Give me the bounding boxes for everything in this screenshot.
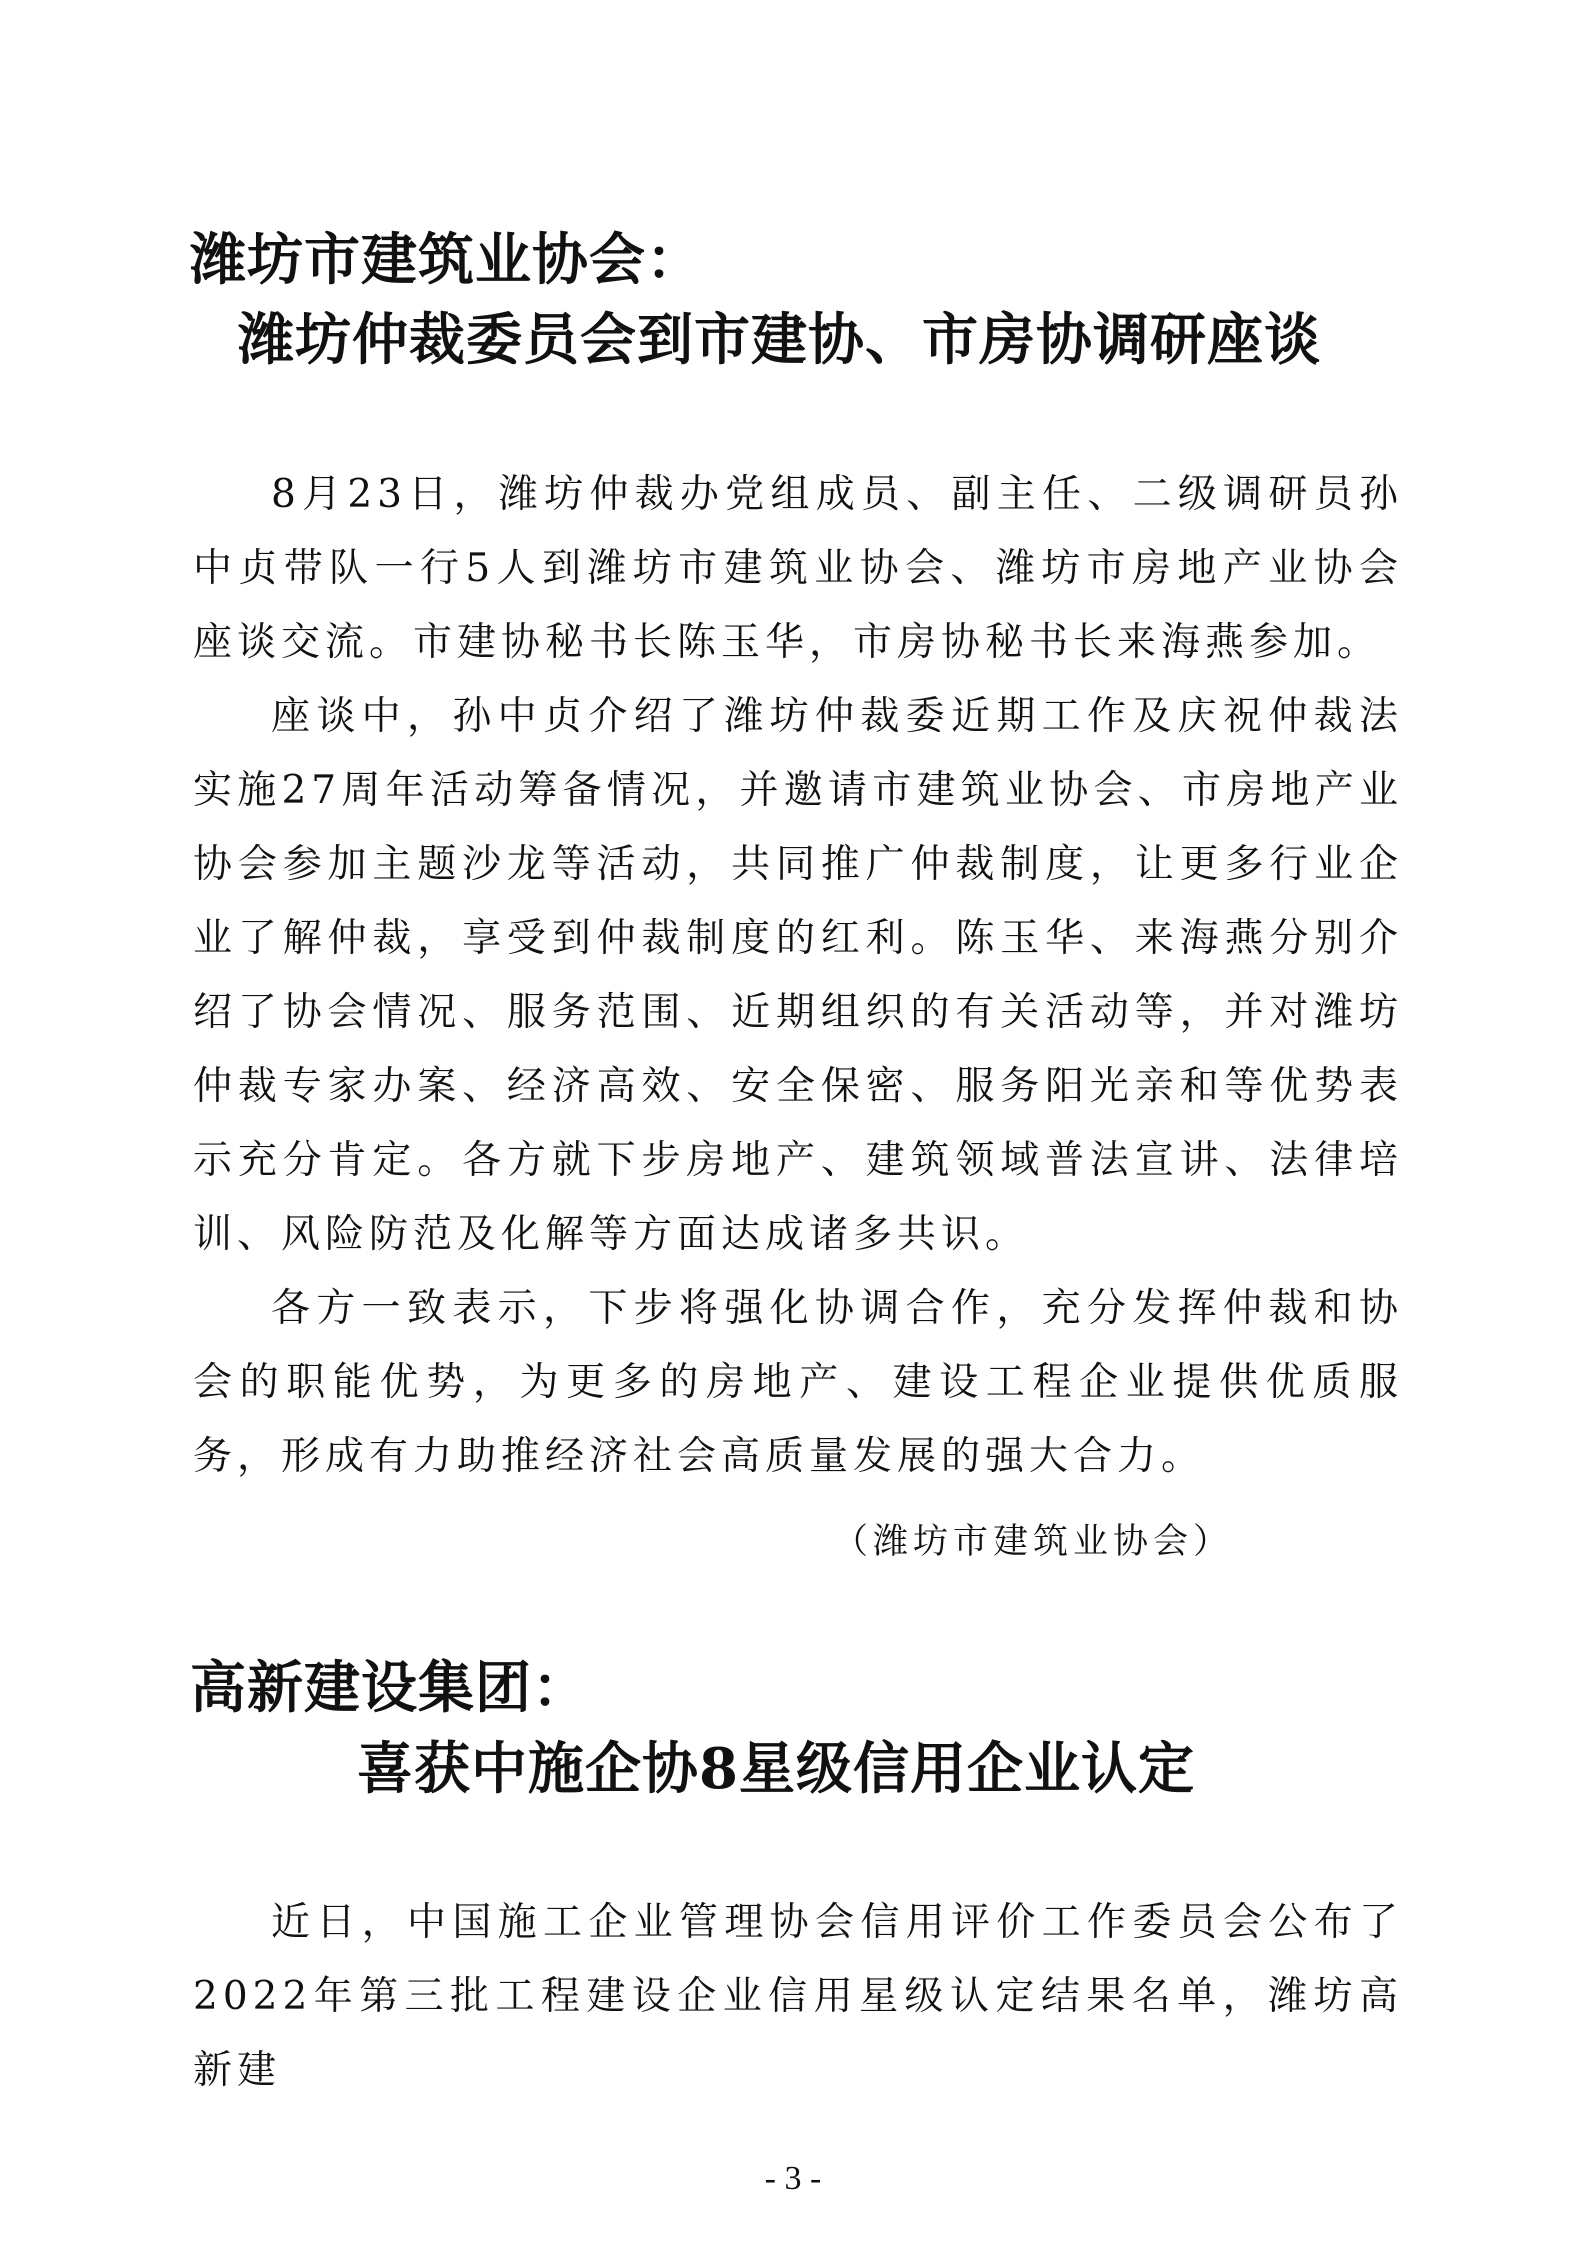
article1-paragraph: 座谈中，孙中贞介绍了潍坊仲裁委近期工作及庆祝仲裁法实施27周年活动筹备情况，并邀请市建筑业协会、市房地产业协会参加主题沙龙等活动，共同推广仲裁制度，让更多行业企业了解仲裁，享受到仲裁制度的红利。陈玉华、来海燕分别介绍了协会情况、服务范围、近期组织的有关活动等，并对潍坊仲裁专家办案、经济高效、安全保密、服务阳光亲和等优势表示充分肯定。各方就下步房地产、建筑领域普法宣讲、法律培训、风险防范及化解等方面达成诸多共识。 xyxy=(193,694,1403,1257)
article1-title-line1: 潍坊市建筑业协会： xyxy=(190,227,703,293)
article1-title-line2: 潍坊仲裁委员会到市建协、市房协调研座谈 xyxy=(238,307,1321,373)
article1-body xyxy=(193,458,1403,1494)
article2-paragraph: 近日，中国施工企业管理协会信用评价工作委员会公布了2022年第三批工程建设企业信用星级认定结果名单，潍坊高新建 xyxy=(193,1900,1403,2093)
article2-title-line2: 喜获中施企协8星级信用企业认定 xyxy=(357,1736,1195,1802)
article1-paragraph: 各方一致表示，下步将强化协调合作，充分发挥仲裁和协会的职能优势，为更多的房地产、建设工程企业提供优质服务，形成有力助推经济社会高质量发展的强大合力。 xyxy=(193,1286,1403,1479)
article2-title-line1: 高新建设集团： xyxy=(190,1655,589,1721)
article1-paragraph: 8月23日，潍坊仲裁办党组成员、副主任、二级调研员孙中贞带队一行5人到潍坊市建筑业协会、潍坊市房地产业协会座谈交流。市建协秘书长陈玉华，市房协秘书长来海燕参加。 xyxy=(193,472,1403,665)
article1-source: （潍坊市建筑业协会） xyxy=(833,1522,1234,1562)
page-number: - 3 - xyxy=(764,2160,822,2197)
article2-body xyxy=(193,1886,1403,2108)
